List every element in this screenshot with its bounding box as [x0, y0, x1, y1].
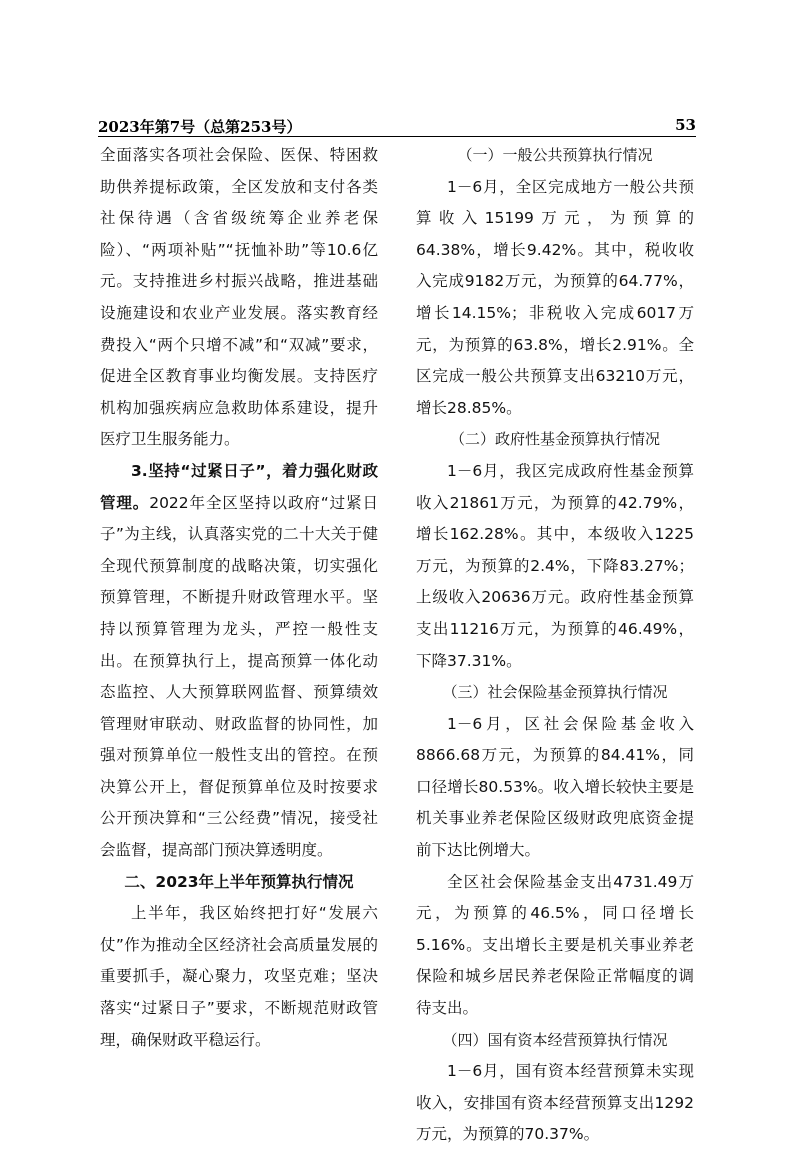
subsection-heading-3: 3.坚持“过紧日子”，着力强化财政管理。 — [100, 461, 378, 512]
running-header — [98, 116, 696, 134]
subheading-general-budget: （一）一般公共预算执行情况 — [457, 146, 653, 164]
paragraph-general-budget: 1－6月，全区完成地方一般公共预算收入15199万元，为预算的64.38%，增长9.42%。其中，税收收入完成9182万元，为预算的64.77%，增长14.15%；非税收入完成6017万元，为预算的63.8%，增长2.91%。全区完成一般公共预算支出63210万元，增长28.85%。 — [416, 177, 694, 417]
paragraph-social-insurance-income: 1－6月，区社会保险基金收入8866.68万元，为预算的84.41%，同口径增长80.53%。收入增长较快主要是机关事业养老保险区级财政兜底资金提前下达比例增大。 — [416, 714, 694, 860]
paragraph-first-half-overview: 上半年，我区始终把打好“发展六仗”作为推动全区经济社会高质量发展的重要抓手，凝心聚力，攻坚克难；坚决落实“过紧日子”要求，不断规范财政管理，确保财政平稳运行。 — [100, 904, 378, 1049]
subheading-state-capital: （四）国有资本经营预算执行情况 — [442, 1030, 668, 1049]
left-column — [100, 140, 378, 1056]
header-rule — [98, 136, 696, 137]
subheading-social-insurance: （三）社会保险基金预算执行情况 — [442, 683, 668, 702]
issue-label: 2023年第7号（总第253号） — [98, 118, 302, 136]
paragraph-state-capital: 1－6月，国有资本经营预算未实现收入，安排国有资本经营预算支出1292万元，为预算的70.37%。 — [416, 1062, 694, 1144]
page-number: 53 — [675, 116, 696, 134]
paragraph-social-security: 全面落实各项社会保险、医保、特困救助供养提标政策，全区发放和支付各类社保待遇（含省级统筹企业养老保险）、“两项补贴”“抚恤补助”等10.6亿元。支持推进乡村振兴战略，推进基础设施建设和农业产业发展。落实教育经费投入“两个只增不减”和“双减”要求，促进全区教育事业均衡发展。支持医疗机构加强疾病应急救助体系建设，提升医疗卫生服务能力。 — [100, 146, 378, 449]
paragraph-social-insurance-expense: 全区社会保险基金支出4731.49万元，为预算的46.5%，同口径增长5.16%。支出增长主要是机关事业养老保险和城乡居民养老保险正常幅度的调待支出。 — [416, 872, 694, 1018]
paragraph-financial-management — [100, 456, 378, 867]
paragraph-fund-budget: 1－6月，我区完成政府性基金预算收入21861万元，为预算的42.79%，增长162.28%。其中，本级收入1225万元，为预算的2.4%，下降83.27%；上级收入20636万元。政府性基金预算支出11216万元，为预算的46.49%，下降37.31%。 — [416, 461, 694, 670]
right-column — [416, 140, 694, 1151]
subheading-fund-budget: （二）政府性基金预算执行情况 — [449, 430, 660, 449]
section-heading-2: 二、2023年上半年预算执行情况 — [124, 872, 354, 891]
paragraph-financial-management-body: 2022年全区坚持以政府“过紧日子”为主线，认真落实党的二十大关于健全现代预算制度的战略决策，切实强化预算管理，不断提升财政管理水平。坚持以预算管理为龙头，严控一般性支出。在预算执行上，提高预算一体化动态监控、人大预算联网监督、预算绩效管理财审联动、财政监督的协同性，加强对预算单位一般性支出的管控。在预决算公开上，督促预算单位及时按要求公开预决算和“三公经费”情况，接受社会监督，提高部门预决算透明度。 — [100, 493, 378, 860]
